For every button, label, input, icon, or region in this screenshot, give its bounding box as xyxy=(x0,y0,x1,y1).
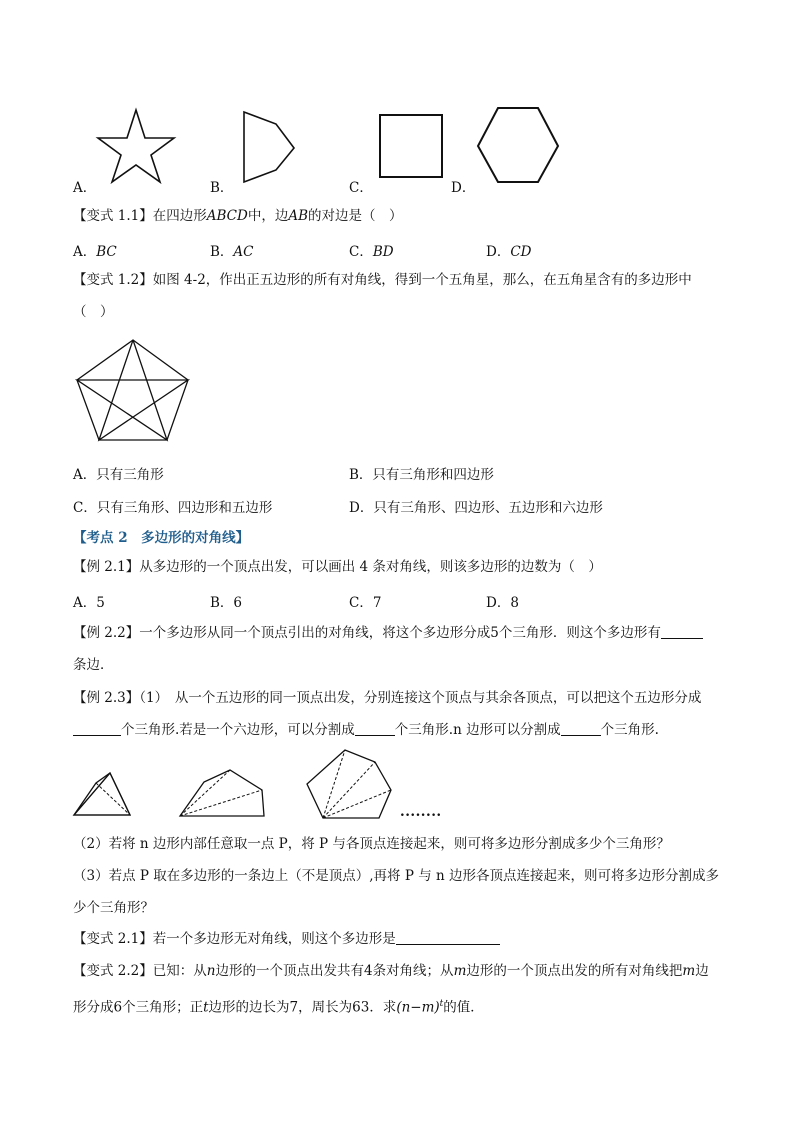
option-c: C． xyxy=(349,180,373,196)
v12-option-b: B．只有三角形和四边形 xyxy=(349,467,494,483)
option-a: A． xyxy=(73,180,97,196)
e21-option-d: D．8 xyxy=(486,595,519,611)
e22-answer-blank[interactable] xyxy=(661,624,703,639)
v22-line2: 形分成6个三角形；正t边形的边长为7，周长为63．求$(n-m)^t$的值． xyxy=(73,999,484,1016)
option-d: D． xyxy=(451,180,476,196)
square-figure xyxy=(378,113,444,179)
quadrilateral-division-figure xyxy=(72,771,134,819)
e23-blank-1[interactable] xyxy=(73,721,121,736)
e23-blank-3[interactable] xyxy=(561,721,601,736)
pentagon-division-figure xyxy=(178,768,270,820)
e21-option-a: A．5 xyxy=(73,595,105,611)
hexagon-figure xyxy=(476,106,560,186)
hexagon-division-figure xyxy=(305,748,393,822)
v11-option-b: B．AC xyxy=(210,244,254,260)
v12-option-c: C．只有三角形、四边形和五边形 xyxy=(73,500,273,516)
e21-option-c: C．7 xyxy=(349,595,382,611)
e21-option-b: B．6 xyxy=(210,595,243,611)
v12-stem: 【变式 1.2】如图 4-2，作出正五边形的所有对角线，得到一个五角星，那么，在五角星含有的多边形中 xyxy=(73,272,692,288)
e23-part3-line1: （3）若点 P 取在多边形的一条边上（不是顶点）,再将 P 与 n 边形各顶点连接起来，则可将多边形分割成多 xyxy=(73,868,719,884)
e23-line2: 个三角形.若是一个六边形，可以分割成 个三角形.n 边形可以分割成 个三角形. xyxy=(73,721,659,739)
star-figure xyxy=(96,108,176,184)
v11-tag: 【变式 1.1】 xyxy=(73,208,153,224)
v11-stem: 【变式 1.1】在四边形ABCD中，边AB的对边是（ ） xyxy=(73,208,403,224)
figures-ellipsis: ........ xyxy=(400,804,442,820)
e22-line2: 条边． xyxy=(73,657,114,673)
e21-stem: 【例 2.1】从多边形的一个顶点出发，可以画出 4 条对角线，则该多边形的边数为（ ） xyxy=(73,559,602,575)
v21-answer-blank[interactable] xyxy=(396,930,500,945)
v21-stem: 【变式 2.1】若一个多边形无对角线，则这个多边形是 xyxy=(73,930,500,948)
option-b: B． xyxy=(210,180,234,196)
e22-stem: 【例 2.2】一个多边形从同一个顶点引出的对角线，将这个多边形分成5个三角形．则这个多边形有 xyxy=(73,624,703,642)
v12-tag: 【变式 1.2】 xyxy=(73,272,153,288)
v11-option-d: D．CD xyxy=(486,244,532,260)
e23-part2: （2）若将 n 边形内部任意取一点 P，将 P 与各顶点连接起来，则可将多边形分割成多少个三角形？ xyxy=(73,836,670,852)
pentagon-figure xyxy=(242,110,298,186)
v11-option-c: C．BD xyxy=(349,244,394,260)
v11-option-a: A．BC xyxy=(73,244,117,260)
pentagram-figure xyxy=(75,338,191,442)
e23-blank-2[interactable] xyxy=(355,721,395,736)
section-heading: 【考点 2 多边形的对角线】 xyxy=(73,530,250,546)
v12-option-a: A．只有三角形 xyxy=(73,467,164,483)
e23-stem: 【例 2.3】（1） 从一个五边形的同一顶点出发，分别连接这个顶点与其余各顶点，可以把这个五边形分成 xyxy=(73,690,702,706)
e23-part3-line2: 少个三角形？ xyxy=(73,900,154,916)
v12-option-d: D．只有三角形、四边形、五边形和六边形 xyxy=(349,500,603,516)
v12-stem-line2: （ ） xyxy=(73,304,114,320)
v22-line1: 【变式 2.2】已知：从n边形的一个顶点出发共有4条对角线；从m边形的一个顶点出发的所有对角线把m边 xyxy=(73,963,709,979)
